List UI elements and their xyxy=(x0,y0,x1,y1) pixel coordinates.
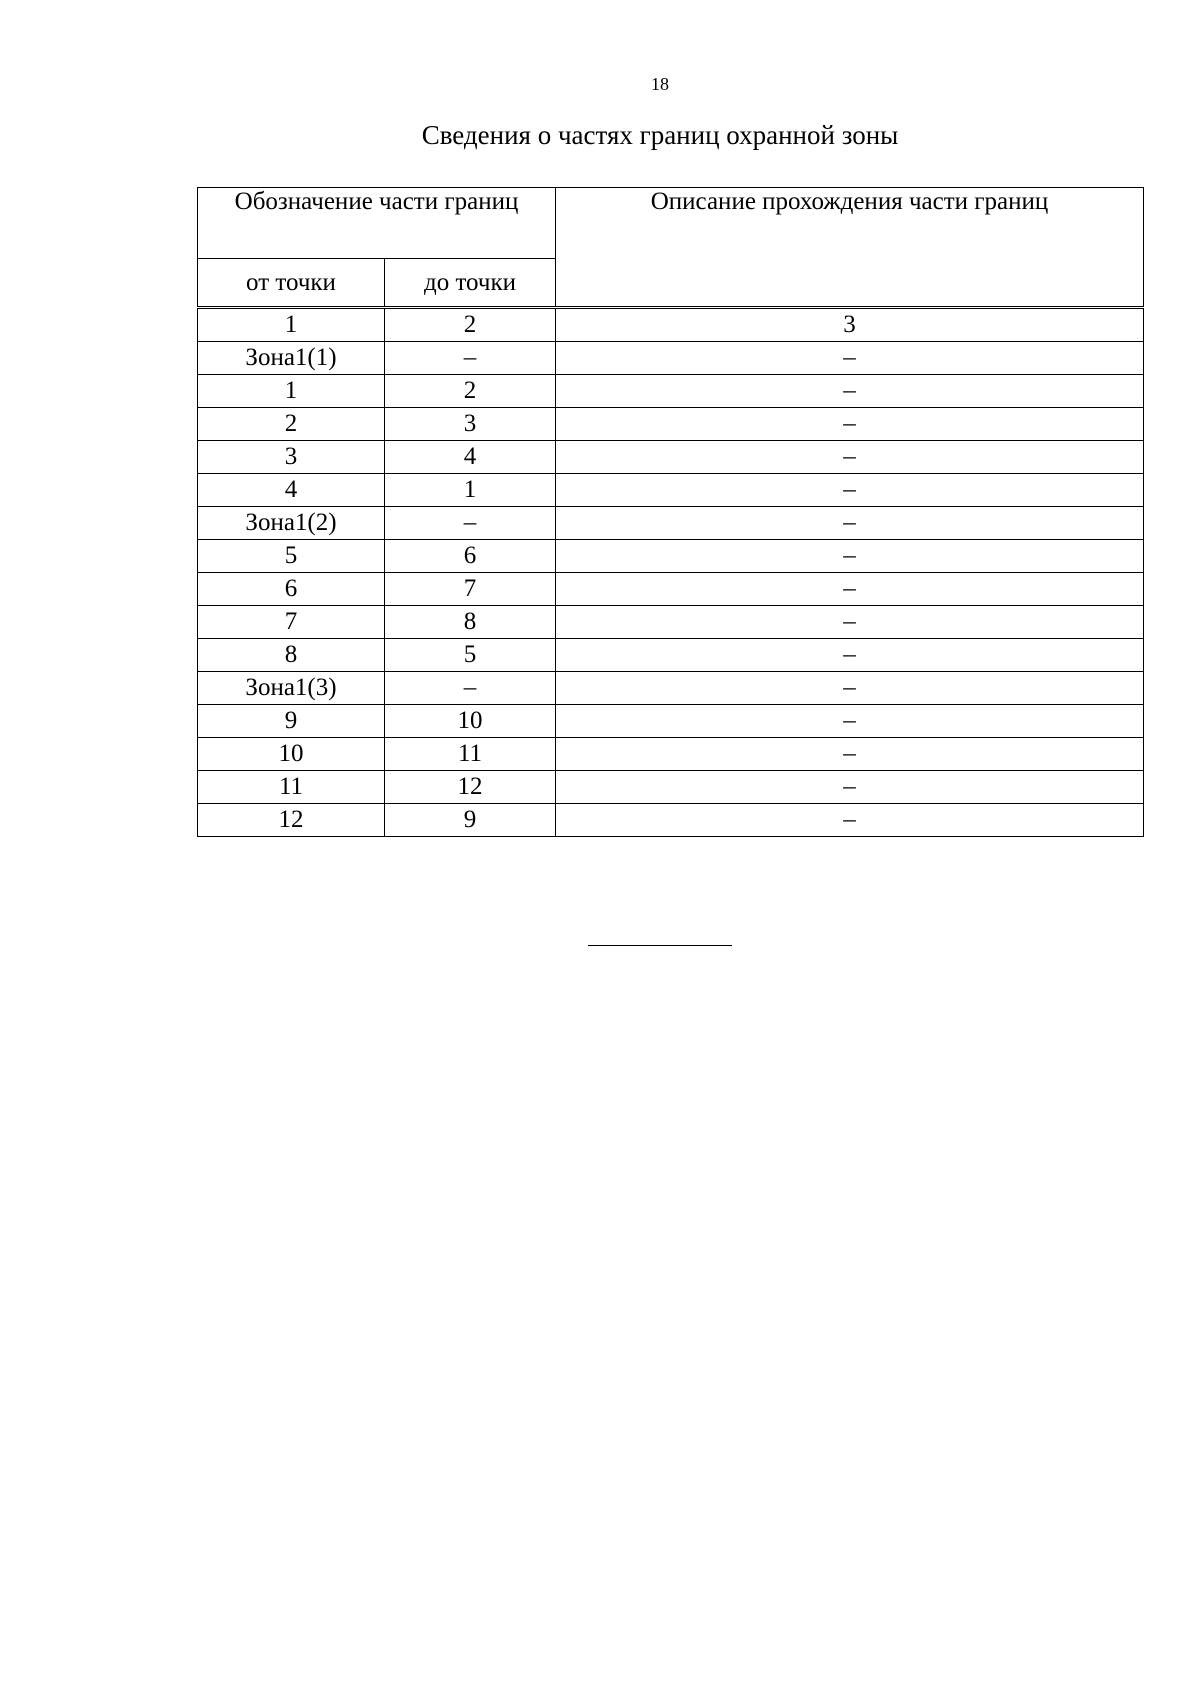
cell-description: – xyxy=(556,408,1144,441)
header-description: Описание прохождения части границ xyxy=(556,188,1144,307)
cell-description: – xyxy=(556,804,1144,837)
cell-from-point: Зона1(1) xyxy=(198,342,385,375)
cell-from-point: 6 xyxy=(198,573,385,606)
cell-description: – xyxy=(556,441,1144,474)
table-row xyxy=(198,540,1144,573)
table-row xyxy=(198,474,1144,507)
cell-to-point: 1 xyxy=(385,474,556,507)
cell-to-point: – xyxy=(385,342,556,375)
boundary-parts-table xyxy=(197,187,1144,837)
table-row xyxy=(198,606,1144,639)
cell-description: – xyxy=(556,705,1144,738)
cell-to-point: 9 xyxy=(385,804,556,837)
table-row xyxy=(198,705,1144,738)
cell-from-point: 12 xyxy=(198,804,385,837)
header-to-point: до точки xyxy=(385,259,556,307)
cell-from-point: 4 xyxy=(198,474,385,507)
cell-description: – xyxy=(556,540,1144,573)
cell-to-point: 12 xyxy=(385,771,556,804)
table-row xyxy=(198,441,1144,474)
cell-to-point: 10 xyxy=(385,705,556,738)
cell-to-point: 2 xyxy=(385,375,556,408)
cell-to-point: 4 xyxy=(385,441,556,474)
cell-from-point: 1 xyxy=(198,375,385,408)
table-row xyxy=(198,639,1144,672)
cell-description: – xyxy=(556,573,1144,606)
table-row xyxy=(198,375,1144,408)
table-row xyxy=(198,342,1144,375)
cell-from-point: 3 xyxy=(198,441,385,474)
cell-from-point: 10 xyxy=(198,738,385,771)
boundary-parts-table-container xyxy=(197,187,1143,837)
cell-from-point: 11 xyxy=(198,771,385,804)
cell-from-point: 9 xyxy=(198,705,385,738)
table-body xyxy=(198,307,1144,837)
cell-from-point: 5 xyxy=(198,540,385,573)
header-from-point: от точки xyxy=(198,259,385,307)
cell-description: – xyxy=(556,342,1144,375)
table-row xyxy=(198,507,1144,540)
cell-to-point: 7 xyxy=(385,573,556,606)
cell-from-point: Зона1(2) xyxy=(198,507,385,540)
cell-to-point: – xyxy=(385,507,556,540)
cell-from-point: 7 xyxy=(198,606,385,639)
column-number-3: 3 xyxy=(556,309,1144,342)
cell-to-point: 5 xyxy=(385,639,556,672)
cell-from-point: 2 xyxy=(198,408,385,441)
cell-to-point: 8 xyxy=(385,606,556,639)
cell-description: – xyxy=(556,738,1144,771)
cell-description: – xyxy=(556,474,1144,507)
cell-description: – xyxy=(556,672,1144,705)
document-title: Сведения о частях границ охранной зоны xyxy=(421,120,899,150)
column-number-row xyxy=(198,309,1144,342)
table-row xyxy=(198,408,1144,441)
cell-description: – xyxy=(556,771,1144,804)
cell-to-point: 3 xyxy=(385,408,556,441)
cell-to-point: 6 xyxy=(385,540,556,573)
column-number-2: 2 xyxy=(385,309,556,342)
column-number-1: 1 xyxy=(198,309,385,342)
cell-from-point: Зона1(3) xyxy=(198,672,385,705)
cell-to-point: – xyxy=(385,672,556,705)
table-row xyxy=(198,573,1144,606)
cell-description: – xyxy=(556,639,1144,672)
header-designation: Обозначение части границ xyxy=(198,188,556,259)
cell-to-point: 11 xyxy=(385,738,556,771)
end-rule xyxy=(588,945,732,946)
page-number: 18 xyxy=(651,74,669,94)
cell-description: – xyxy=(556,606,1144,639)
table-row xyxy=(198,738,1144,771)
cell-from-point: 8 xyxy=(198,639,385,672)
table-row xyxy=(198,804,1144,837)
cell-description: – xyxy=(556,507,1144,540)
cell-description: – xyxy=(556,375,1144,408)
table-row xyxy=(198,771,1144,804)
table-row xyxy=(198,672,1144,705)
